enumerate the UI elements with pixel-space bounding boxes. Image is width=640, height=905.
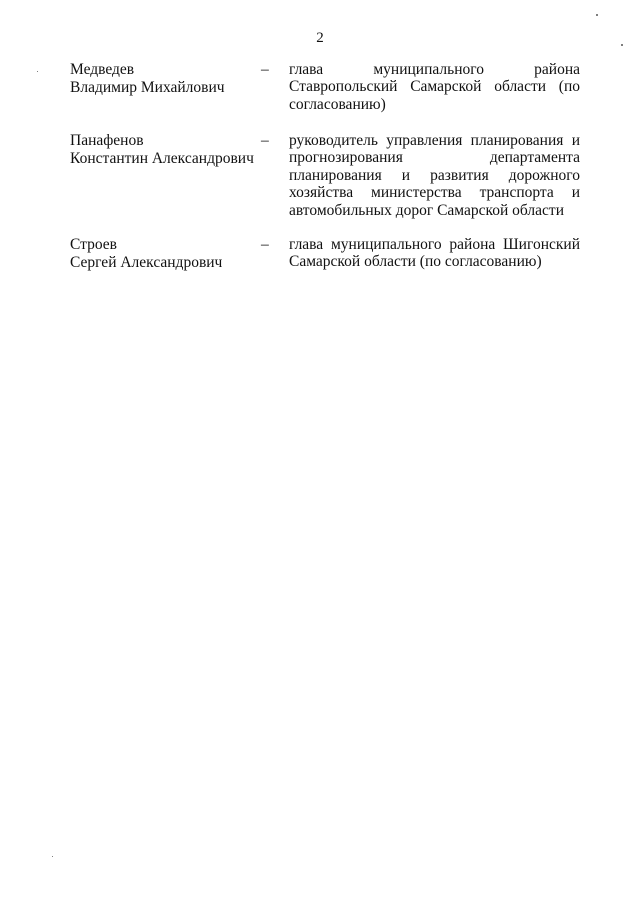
dash-separator: – <box>261 236 269 253</box>
scan-speck <box>621 44 623 46</box>
position-description: глава муниципального района Ставропольский Самарской области (по согласованию) <box>289 61 580 113</box>
person-name <box>70 61 260 97</box>
position-description: глава муниципального района Шигонский Самарской области (по согласованию) <box>289 236 580 271</box>
dash-separator: – <box>261 132 269 149</box>
position-description: руководитель управления планирования и прогнозирования департамента планирования и развития дорожного хозяйства министерства транспорта и автомобильных дорог Самарской области <box>289 132 580 219</box>
given-names: Константин Александрович <box>70 150 254 167</box>
scan-speck <box>37 71 38 72</box>
person-name <box>70 236 260 272</box>
dash-separator: – <box>261 61 269 78</box>
person-name <box>70 132 260 168</box>
given-names: Сергей Александрович <box>70 254 223 271</box>
surname: Медведев <box>70 61 135 78</box>
surname: Строев <box>70 236 117 253</box>
surname: Панафенов <box>70 132 144 149</box>
page-number: 2 <box>316 30 324 46</box>
given-names: Владимир Михайлович <box>70 79 225 96</box>
scan-speck <box>596 14 598 16</box>
scan-speck <box>52 856 53 857</box>
